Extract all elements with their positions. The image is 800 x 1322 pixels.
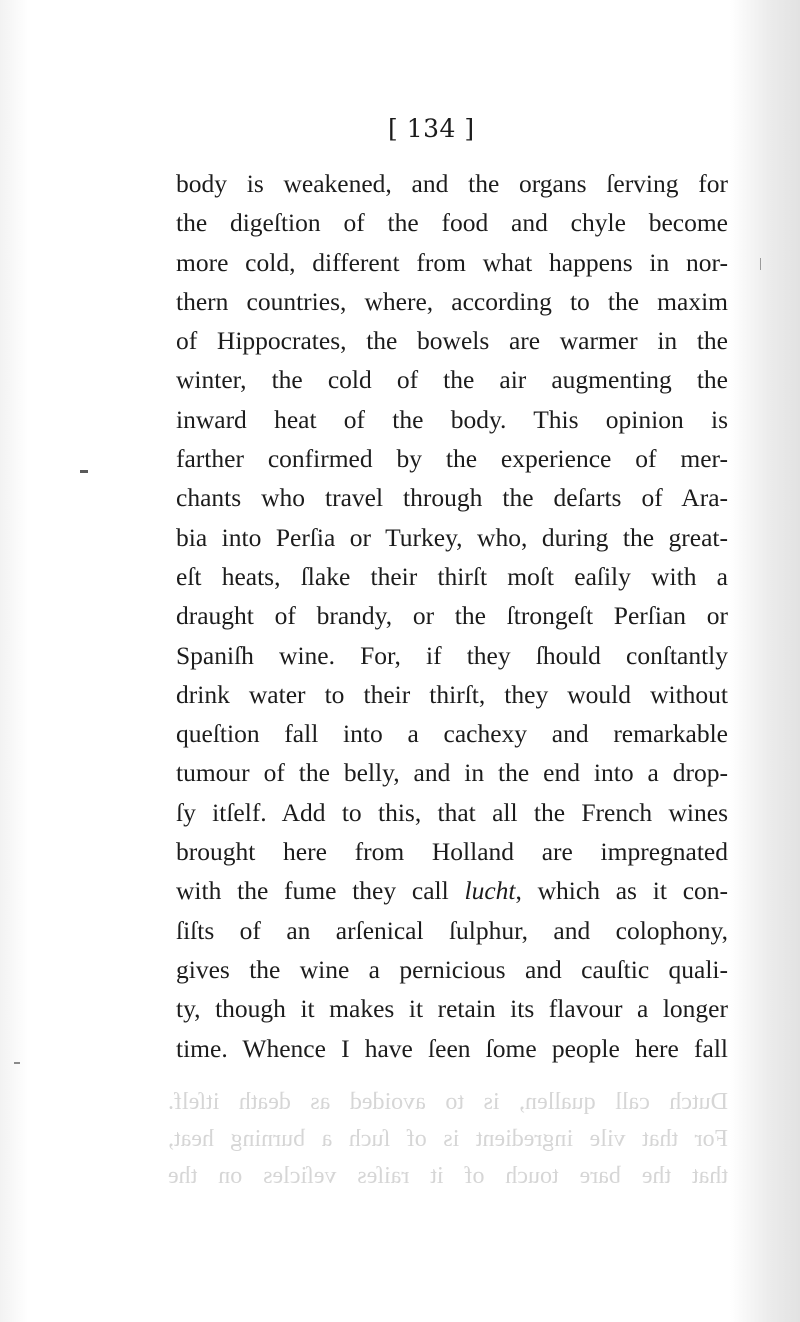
text-line: inward heat of the body. This opinion is — [176, 404, 728, 434]
text-line: draught of brandy, or the ſtrongeſt Perſian or — [176, 601, 728, 631]
text-line: eſt heats, ſlake their thirſt moſt eaſily with a — [176, 561, 728, 591]
show-through-text — [168, 1084, 728, 1195]
text-line: queſtion fall into a cachexy and remarkable — [176, 719, 728, 749]
text-line: bia into Perſia or Turkey, who, during the great- — [176, 522, 728, 552]
ink-speck — [760, 258, 761, 270]
text-line: more cold, different from what happens in nor- — [176, 247, 728, 277]
text-line: ſiſts of an arſenical ſulphur, and colophony, — [176, 915, 728, 945]
text-line-end: , which as it con- — [515, 876, 729, 906]
text-line: gives the wine a pernicious and cauſtic quali- — [176, 954, 728, 984]
text-line: thern countries, where, according to the maxim — [176, 286, 728, 316]
page-gutter-shadow — [0, 0, 28, 1322]
italic-term: lucht — [464, 876, 516, 906]
text-line: winter, the cold of the air augmenting the — [176, 365, 728, 395]
show-through-line: Dutch call quallen, is to avoided as death itſelf. — [168, 1089, 728, 1115]
text-line: Spaniſh wine. For, if they ſhould conſtantly — [176, 640, 728, 670]
text-line: drink water to their thirſt, they would without — [176, 679, 728, 709]
show-through-line: For that vile ingredient is of ſuch a burning heat, — [168, 1126, 728, 1152]
text-line: ſy itſelf. Add to this, that all the French wines — [176, 797, 728, 827]
text-line: of Hippocrates, the bowels are warmer in the — [176, 326, 728, 356]
ink-speck — [14, 1062, 20, 1064]
ink-speck — [80, 470, 88, 473]
text-line-with-italic — [176, 871, 728, 910]
text-line: body is weakened, and the organs ſerving for — [176, 169, 728, 198]
text-line: time. Whence I have ſeen ſome people here fall — [176, 1033, 728, 1063]
text-line: tumour of the belly, and in the end into a drop- — [176, 758, 728, 788]
page-number-header: [ 134 ] — [388, 114, 475, 143]
text-line: chants who travel through the deſarts of Ara- — [176, 483, 728, 513]
text-line-start: with the fume they call — [176, 876, 465, 906]
body-text — [176, 164, 728, 1068]
page-edge-shadow — [730, 0, 800, 1322]
show-through-line: that the bare touch of it raiſes veſicles on the — [168, 1163, 728, 1189]
text-line: ty, though it makes it retain its flavour a longer — [176, 994, 728, 1024]
text-line: the digeſtion of the food and chyle become — [176, 208, 728, 238]
text-line: brought here from Holland are impregnated — [176, 837, 728, 867]
text-line: farther confirmed by the experience of mer- — [176, 444, 728, 474]
